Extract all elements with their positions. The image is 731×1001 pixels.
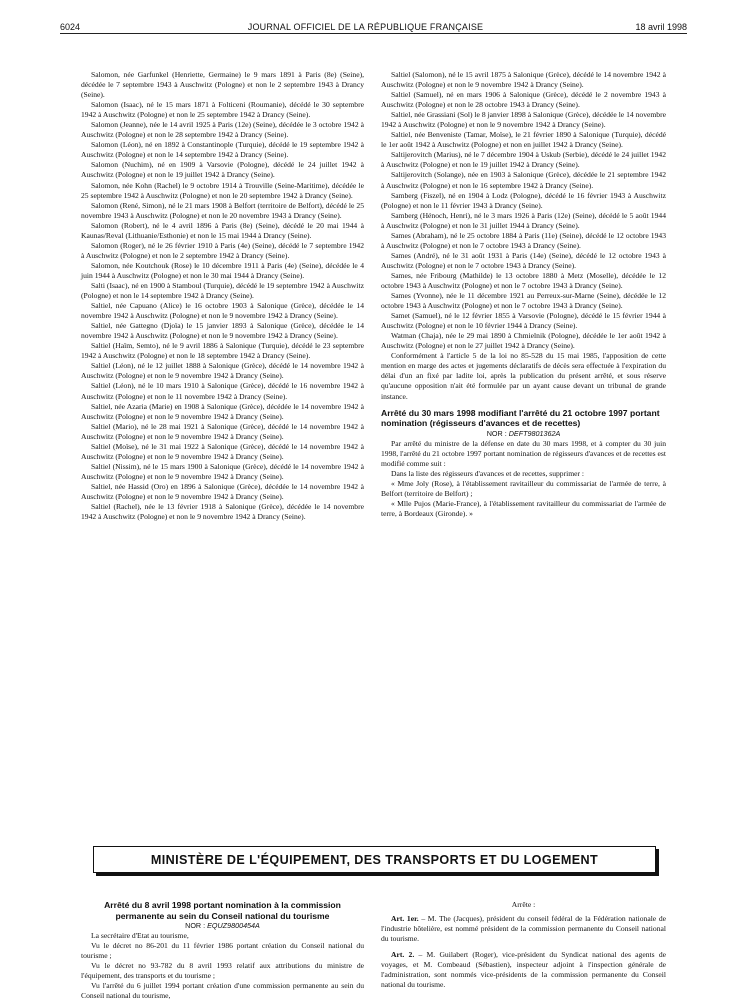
ministry-banner: MINISTÈRE DE L'ÉQUIPEMENT, DES TRANSPORTS ET DU LOGEMENT <box>93 846 656 873</box>
nor-reference: NOR : EQUZ9800454A <box>185 921 260 930</box>
entry: Samberg (Fiszel), né en 1904 à Lodz (Pologne), décédé le 16 février 1943 à Auschwitz (Pologne) et non le 11 février 1943 à Drancy (Seine). <box>381 190 666 210</box>
entry: Saltiel (Léon), né le 12 juillet 1888 à Salonique (Grèce), décédé le 14 novembre 1942 à Auschwitz (Pologne) et non le 9 novembre 1942 à Drancy (Seine). <box>81 361 364 381</box>
entry: Saltiel (Nissim), né le 15 mars 1900 à Salonique (Grèce), décédé le 14 novembre 1942 à Auschwitz (Pologne) et non le 9 novembre 1942 à Drancy (Seine). <box>81 461 364 481</box>
article-2: Art. 2. – M. Guilabert (Roger), vice-président du Syndicat national des agents de voyages, et M. Combeaud (Sébastien), inspecteur adjoint à l'inspection générale de l'administration, sont nommés vice-présidents de la commission permanente du Conseil national du tourisme. <box>381 950 666 990</box>
entry: Salomon, née Koutchouk (Rose) le 10 décembre 1911 à Paris (4e) (Seine), décédée le 4 juin 1944 à Auschwitz (Pologne) et non le 30 mai 1944 à Drancy (Seine). <box>81 260 364 280</box>
entry: Saltiel (Samuel), né en mars 1906 à Salonique (Grèce), décédé le 2 novembre 1943 à Auschwitz (Pologne) et non le 28 octobre 1943 à Drancy (Seine). <box>381 90 666 110</box>
article-1: Art. 1er. – M. The (Jacques), président du conseil fédéral de la Fédération nationale de l'industrie hôtelière, est nommé président de la commission permanente du Conseil national du tourisme. <box>381 914 666 944</box>
arrete-paragraph: « Mme Joly (Rose), à l'établissement ravitailleur du commissariat de l'armée de terre, à Belfort (territoire de Belfort) ; <box>381 478 666 498</box>
entry: Sames (Abraham), né le 25 octobre 1884 à Paris (11e) (Seine), décédé le 12 octobre 1943 à Auschwitz (Pologne) et non le 7 octobre 1943 à Drancy (Seine). <box>381 230 666 250</box>
right-column <box>381 70 666 519</box>
entry: Salti (Isaac), né en 1900 à Stamboul (Turquie), décédé le 19 septembre 1942 à Auschwitz (Pologne) et non le 14 septembre 1942 à Drancy (Seine). <box>81 280 364 301</box>
entry: Saltiel (Salomon), né le 15 avril 1875 à Salonique (Grèce), décédé le 14 novembre 1942 à Auschwitz (Pologne) et non le 9 novembre 1942 à Drancy (Seine). <box>381 70 666 90</box>
arrete-title: Arrêté du 8 avril 1998 portant nomination à la commission permanente au sein du Conseil national du tourisme <box>104 900 341 921</box>
entry: Salomon, née Kohn (Rachel) le 9 octobre 1914 à Trouville (Seine-Maritime), décédée le 25 septembre 1942 à Auschwitz (Pologne) et non le 20 septembre 1942 à Drancy (Seine). <box>81 180 364 200</box>
entry: Salomon (Nuchim), né en 1909 à Varsovie (Pologne), décédé le 24 juillet 1942 à Auschwitz (Pologne) et non le 19 juillet 1942 à Drancy (Seine). <box>81 160 364 180</box>
entry: Sames (André), né le 31 août 1931 à Paris (14e) (Seine), décédé le 12 octobre 1943 à Auschwitz (Pologne) et non le 7 octobre 1943 à Drancy (Seine). <box>381 250 666 270</box>
page-number: 6024 <box>60 22 81 32</box>
arrete-paragraph: Vu l'arrêté du 6 juillet 1994 portant création d'une commission permanente au sein du Conseil national du tourisme, <box>81 981 364 1001</box>
entry: Salomon (René, Simon), né le 21 mars 1908 à Belfort (territoire de Belfort), décédé le 25 novembre 1943 à Auschwitz (Pologne) et non le 20 novembre 1943 à Drancy (Seine). <box>81 200 364 220</box>
entry: Salomon (Robert), né le 4 avril 1896 à Paris (8e) (Seine), décédé le 20 mai 1944 à Kaunas/Reval (Lithuanie/Esthonie) et non le 15 mai 1944 à Drancy (Seine). <box>81 220 364 240</box>
entry: Salomon (Jeanne), née le 14 avril 1925 à Paris (12e) (Seine), décédée le 3 octobre 1942 à Auschwitz (Pologne) et non le 28 septembre 1942 à Drancy (Seine). <box>81 120 364 140</box>
entry: Saltiel, née Hassid (Oro) en 1896 à Salonique (Grèce), décédée le 14 novembre 1942 à Auschwitz (Pologne) et non le 9 novembre 1942 à Drancy (Seine). <box>81 481 364 501</box>
entry: Saltijerovitch (Marius), né le 7 décembre 1904 à Uskub (Serbie), décédé le 24 juillet 1942 à Auschwitz (Pologne) et non le 19 juillet 1942 à Drancy (Seine). <box>381 150 666 170</box>
entry: Salomon (Isaac), né le 15 mars 1871 à Folticeni (Roumanie), décédé le 30 septembre 1942 à Auschwitz (Pologne) et non le 25 septembre 1942 à Drancy (Seine). <box>81 100 364 120</box>
entry: Salomon (Léon), né en 1892 à Constantinople (Turquie), décédé le 19 septembre 1942 à Auschwitz (Pologne) et non le 14 septembre 1942 à Drancy (Seine). <box>81 140 364 160</box>
bottom-left-column <box>81 900 364 1001</box>
entry: Saltiel, née Azaria (Marie) en 1908 à Salonique (Grèce), décédée le 14 novembre 1942 à Auschwitz (Pologne) et non le 9 novembre 1942 à Drancy (Seine). <box>81 401 364 421</box>
entry: Saltiel (Mario), né le 28 mai 1921 à Salonique (Grèce), décédé le 14 novembre 1942 à Auschwitz (Pologne) et non le 9 novembre 1942 à Drancy (Seine). <box>81 421 364 441</box>
entry: Saltiel (Haïm, Semto), né le 9 avril 1886 à Salonique (Turquie), décédé le 23 septembre 1942 à Auschwitz (Pologne) et non le 18 septembre 1942 à Drancy (Seine). <box>81 341 364 361</box>
entry: Saltiel, née Gattegno (Djoïa) le 15 janvier 1893 à Salonique (Grèce), décédée le 14 novembre 1942 à Auschwitz (Pologne) et non le 9 novembre 1942 à Drancy (Seine). <box>81 321 364 341</box>
journal-title: JOURNAL OFFICIEL DE LA RÉPUBLIQUE FRANÇAISE <box>247 22 484 32</box>
arrete-paragraph: Vu le décret no 93-782 du 8 avril 1993 relatif aux attributions du ministre de l'équipement, des transports et du tourisme ; <box>81 961 364 981</box>
arrete-paragraph: Dans la liste des régisseurs d'avances et de recettes, supprimer : <box>391 468 585 478</box>
entry: Saltiel, née Capuano (Alice) le 16 octobre 1903 à Salonique (Grèce), décédée le 14 novembre 1942 à Auschwitz (Pologne) et non le 9 novembre 1942 à Drancy (Seine). <box>81 301 364 321</box>
entry: Saltiel, née Grassiani (Sol) le 8 janvier 1898 à Salonique (Grèce), décédée le 14 novembre 1942 à Auschwitz (Pologne) et non le 9 novembre 1942 à Drancy (Seine). <box>381 110 666 130</box>
entry: Watman (Chaja), née le 29 mai 1890 à Chmielnik (Pologne), décédée le 1er août 1942 à Auschwitz (Pologne) et non le 27 juillet 1942 à Drancy (Seine). <box>381 331 666 351</box>
issue-date: 18 avril 1998 <box>635 22 687 32</box>
left-column <box>81 70 364 522</box>
arrete-paragraph: Vu le décret no 86-201 du 11 février 1986 portant création du Conseil national du tourisme ; <box>81 941 364 961</box>
entry: Saltiel (Moïse), né le 31 mai 1922 à Salonique (Grèce), décédé le 14 novembre 1942 à Auschwitz (Pologne) et non le 9 novembre 1942 à Drancy (Seine). <box>81 441 364 461</box>
nor-reference: NOR : DEFT9801362A <box>486 428 561 438</box>
arrete-paragraph: Par arrêté du ministre de la défense en date du 30 mars 1998, et à compter du 30 juin 1998, l'arrêté du 21 octobre 1997 portant nomination de régisseurs d'avances et de recettes est modifié comme suit : <box>381 438 666 468</box>
arrete-paragraph: La secrétaire d'Etat au tourisme, <box>91 931 189 941</box>
closing-paragraph: Conformément à l'article 5 de la loi no 85-528 du 15 mai 1985, l'apposition de cette mention en marge des actes et jugements déclaratifs de décès sera effectuée à l'expiration du délai d'un an fixé par ladite loi, après la publication du présent arrêté, et sous réserve qu'aucune opposition n'ait été formulée par un ayant cause devant un tribunal de grande instance. <box>381 351 666 401</box>
arrete-title: Arrêté du 30 mars 1998 modifiant l'arrêté du 21 octobre 1997 portant nomination (régisseurs d'avances et de recettes) <box>381 407 660 429</box>
header-rule <box>60 33 687 34</box>
page-header <box>0 0 731 36</box>
entry: Sames, née Fribourg (Mathilde) le 13 octobre 1880 à Metz (Moselle), décédée le 12 octobre 1943 à Auschwitz (Pologne) et non le 7 octobre 1943 à Drancy (Seine). <box>381 270 666 290</box>
entry: Sames (Yvonne), née le 11 décembre 1921 au Perreux-sur-Marne (Seine), décédée le 12 octobre 1943 à Auschwitz (Pologne) et non le 7 octobre 1943 à Drancy (Seine). <box>381 291 666 311</box>
entry: Samet (Samuel), né le 12 février 1855 à Varsovie (Pologne), décédé le 15 février 1944 à Auschwitz (Pologne) et non le 10 février 1944 à Drancy (Seine). <box>381 311 666 331</box>
arrete-label: Arrête : <box>511 900 536 909</box>
entry: Salomon (Roger), né le 26 février 1910 à Paris (4e) (Seine), décédé le 7 septembre 1942 à Auschwitz (Pologne) et non le 2 septembre 1942 à Drancy (Seine). <box>81 240 364 260</box>
entry: Salomon, née Garfunkel (Henriette, Germaine) le 9 mars 1891 à Paris (8e) (Seine), décédée le 7 septembre 1943 à Auschwitz (Pologne) et non le 2 septembre 1943 à Drancy (Seine). <box>81 70 364 100</box>
entry: Saltiel (Léon), né le 10 mars 1910 à Salonique (Grèce), décédé le 16 novembre 1942 à Auschwitz (Pologne) et non le 11 novembre 1942 à Drancy (Seine). <box>81 381 364 401</box>
entry: Saltiel, née Benveniste (Tamar, Moïse), le 21 février 1890 à Salonique (Turquie), décédé le 1er août 1942 à Auschwitz (Pologne) et non en juillet 1942 à Drancy (Seine). <box>381 130 666 150</box>
entry: Saltijerovitch (Solange), née en 1903 à Salonique (Grèce), décédée le 21 septembre 1942 à Auschwitz (Pologne) et non le 16 septembre 1942 à Drancy (Seine). <box>381 170 666 190</box>
entry: Saltiel (Rachel), née le 13 février 1918 à Salonique (Grèce), décédée le 14 novembre 1942 à Auschwitz (Pologne) et non le 9 novembre 1942 à Drancy (Seine). <box>81 502 364 522</box>
arrete-paragraph: « Mlle Pujos (Marie-France), à l'établissement ravitailleur du commissariat de l'armée de terre, à Bordeaux (Gironde). » <box>381 498 666 518</box>
entry: Samberg (Hénoch, Henri), né le 3 mars 1926 à Paris (12e) (Seine), décédé le 5 août 1944 à Auschwitz (Pologne) et non le 31 juillet 1944 à Drancy (Seine). <box>381 210 666 230</box>
bottom-right-column <box>381 900 666 990</box>
